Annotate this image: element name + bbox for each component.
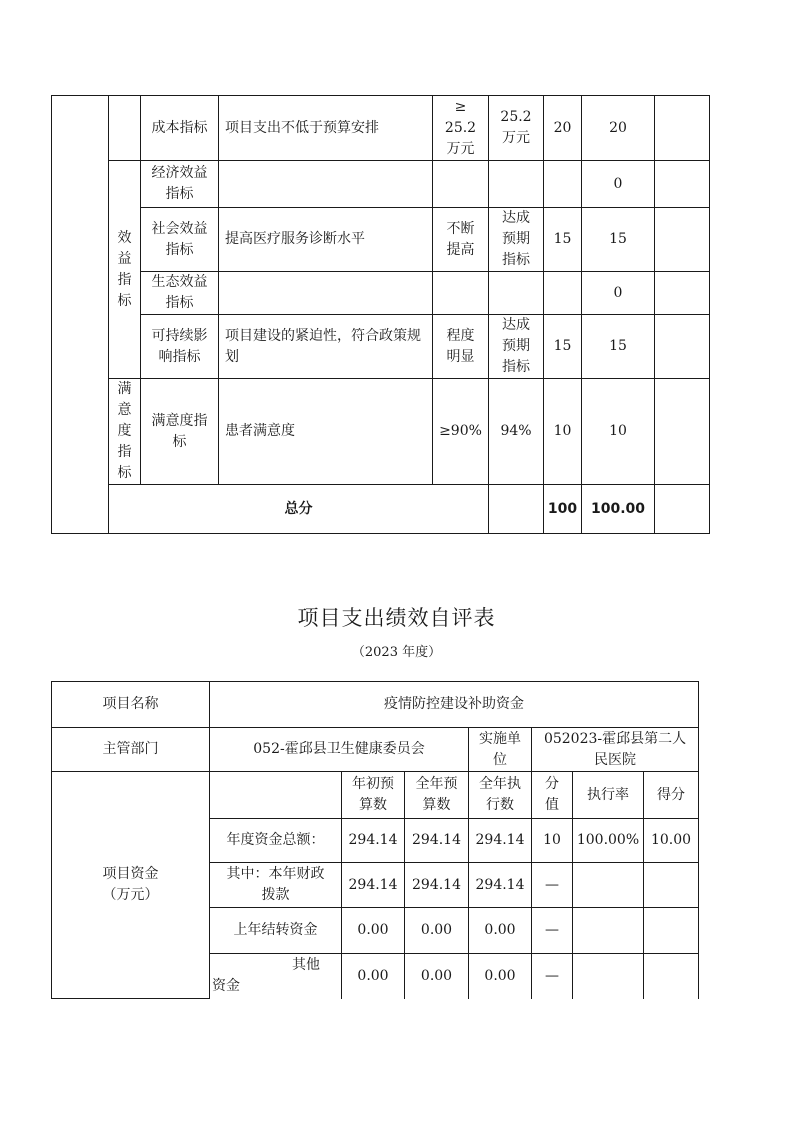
indicator-target: ≥ 25.2 万元: [444, 98, 477, 157]
funds-value: 100.00%: [576, 832, 640, 848]
indicator-name: 社会效益 指标: [151, 220, 208, 258]
form-year: （2023 年度）: [351, 645, 442, 660]
funds-value: —: [545, 876, 559, 893]
funds-header-blank: [210, 772, 342, 819]
total-label: 总分: [284, 500, 313, 517]
benefit-row: [52, 272, 710, 315]
project-name-row: [52, 682, 699, 728]
indicator-content: 提高医疗服务诊断水平: [225, 231, 365, 247]
benefit-row: [52, 161, 710, 208]
indicator-content: 患者满意度: [225, 423, 295, 439]
indicator-actual: 达成 预期 指标: [502, 210, 530, 268]
column-header: 全年预 算数: [415, 776, 458, 813]
funds-value: 0.00: [420, 922, 453, 938]
indicator-name: 成本指标: [151, 119, 208, 136]
funds-value: 294.14: [475, 832, 525, 848]
total-remark: [655, 485, 710, 534]
level2-blank-cell: [109, 96, 141, 161]
indicator-actual: 25.2 万元: [500, 109, 532, 146]
indicator-table: [51, 95, 710, 534]
indicator-content: 项目支出不低于预算安排: [225, 119, 379, 136]
column-header: 全年执 行数: [479, 776, 521, 813]
indicator-remark: [655, 379, 710, 485]
department-row: [52, 728, 699, 772]
funds-label: 项目资金 （万元）: [102, 866, 159, 903]
funds-value: 0.00: [420, 967, 453, 984]
indicator-score: 20: [609, 119, 627, 136]
dept-value: 052-霍邱县卫生健康委员会: [253, 741, 425, 757]
indicator-remark: [655, 272, 710, 315]
dept-label: 主管部门: [102, 741, 159, 757]
indicator-content: 项目建设的紧迫性，符合政策规 划: [225, 327, 421, 365]
benefit-row: [52, 315, 710, 379]
project-name-value: 疫情防控建设补助资金: [384, 696, 525, 712]
column-header: 执行率: [587, 786, 629, 803]
indicator-weight: 10: [553, 423, 572, 439]
funds-row-label: 资金: [212, 978, 240, 995]
column-header: 得分: [657, 786, 686, 803]
column-header: 分 值: [545, 776, 559, 813]
funds-value: 0.00: [357, 967, 389, 984]
funds-value: 294.14: [348, 876, 398, 893]
funds-row-label: 年度资金总额：: [226, 832, 325, 848]
funds-value: 294.14: [348, 832, 398, 848]
indicator-target: ≥90%: [439, 423, 482, 439]
indicator-name: 经济效益 指标: [151, 165, 208, 202]
indicator-score: 0: [613, 284, 623, 301]
funds-value: 0.00: [357, 922, 389, 938]
funds-value: —: [545, 967, 559, 984]
funds-value: —: [545, 922, 559, 938]
total-blank-cell: [489, 485, 544, 534]
total-weight: 100: [547, 500, 578, 517]
funds-row-label: 其他: [292, 957, 320, 974]
funds-row-label: 其中：本年财政 拨款: [226, 866, 325, 903]
benefit-group-label: 效益指标: [117, 229, 132, 309]
indicator-weight: 15: [553, 338, 572, 354]
funds-value: 0.00: [484, 922, 516, 938]
impl-label: 实施单 位: [479, 730, 521, 768]
funds-value: 10: [543, 832, 561, 848]
cost-indicator-row: [52, 96, 710, 161]
indicator-name: 生态效益 指标: [151, 274, 208, 311]
funds-row-label: 上年结转资金: [233, 922, 318, 938]
funds-value: 10.00: [650, 832, 692, 848]
indicator-target: 不断 提高: [446, 220, 475, 258]
indicator-remark: [655, 161, 710, 208]
self-evaluation-table: [51, 681, 699, 999]
project-name-label: 项目名称: [102, 696, 159, 712]
indicator-score: 0: [613, 175, 623, 192]
indicator-actual: 达成 预期 指标: [502, 317, 530, 375]
indicator-target: 程度 明显: [446, 327, 475, 365]
satisfaction-group-label: 满意度指标: [117, 381, 132, 481]
impl-value: 052023-霍邱县第二人 民医院: [543, 730, 687, 768]
indicator-actual: 94%: [500, 423, 532, 439]
benefit-row: [52, 208, 710, 272]
form-title: 项目支出绩效自评表: [297, 606, 496, 630]
satisfaction-row: [52, 379, 710, 485]
indicator-score: 15: [609, 231, 627, 247]
funds-value: 294.14: [475, 876, 525, 893]
indicator-remark: [655, 315, 710, 379]
indicator-name: 满意度指 标: [151, 412, 208, 450]
funds-value: 0.00: [484, 967, 516, 984]
indicator-name: 可持续影 响指标: [151, 327, 208, 365]
funds-value: 294.14: [412, 876, 461, 893]
column-header: 年初预 算数: [352, 776, 394, 813]
indicator-weight: 15: [553, 231, 572, 247]
indicator-score: 15: [609, 338, 627, 354]
funds-value: 294.14: [412, 832, 461, 848]
indicator-weight: 20: [553, 119, 572, 136]
total-row: [52, 485, 710, 534]
total-score: 100.00: [590, 500, 646, 517]
funds-header-row: [52, 772, 699, 819]
indicator-remark: [655, 208, 710, 272]
indicator-score: 10: [609, 423, 627, 439]
level1-blank-cell: [52, 96, 109, 534]
